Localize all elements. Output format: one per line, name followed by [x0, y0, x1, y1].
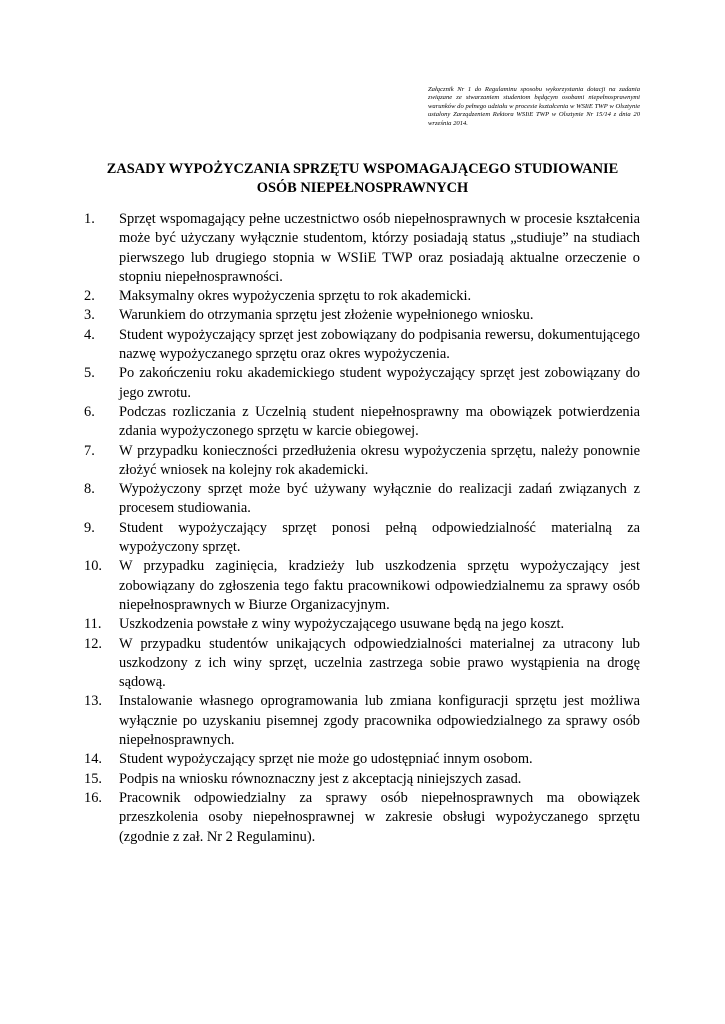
- rule-number: 7.: [84, 442, 95, 459]
- rule-number: 6.: [84, 403, 95, 420]
- rule-text: Uszkodzenia powstałe z winy wypożyczającego usuwane będą na jego koszt.: [119, 616, 565, 633]
- rule-item: [84, 615, 640, 634]
- rule-number: 3.: [84, 307, 95, 324]
- rule-number: 9.: [84, 519, 95, 536]
- rule-item: [84, 403, 640, 442]
- rule-item: [84, 210, 640, 287]
- rule-item: [84, 635, 640, 693]
- rule-item: [84, 287, 640, 306]
- rule-item: [84, 442, 640, 481]
- rule-item: [84, 750, 640, 769]
- rule-number: 16.: [84, 789, 102, 806]
- rule-number: 13.: [84, 693, 102, 710]
- rule-text: Student wypożyczający sprzęt jest zobowiązany do podpisania rewersu, dokumentującego nazwę wypożyczanego sprzętu oraz okres wypożyczenia.: [119, 326, 640, 363]
- rule-number: 15.: [84, 770, 102, 787]
- rule-text: Po zakończeniu roku akademickiego student wypożyczający sprzęt jest zobowiązany do jego zwrotu.: [119, 365, 640, 401]
- rule-text: Maksymalny okres wypożyczenia sprzętu to rok akademicki.: [119, 288, 472, 305]
- rule-item: [84, 480, 640, 519]
- title-line-1: ZASADY WYPOŻYCZANIA SPRZĘTU WSPOMAGAJĄCEGO STUDIOWANIE: [106, 161, 619, 177]
- rule-text: Podczas rozliczania z Uczelnią student niepełnosprawny ma obowiązek potwierdzenia zdania wypożyczonego sprzętu w karcie obiegowej.: [119, 403, 640, 440]
- rule-text: Warunkiem do otrzymania sprzętu jest złożenie wypełnionego wniosku.: [119, 307, 534, 324]
- rule-number: 1.: [84, 211, 95, 227]
- rule-text: Wypożyczony sprzęt może być używany wyłącznie do realizacji zadań związanych z procesem studiowania.: [119, 481, 640, 517]
- rule-number: 5.: [84, 365, 95, 382]
- rule-text: Pracownik odpowiedzialny za sprawy osób niepełnosprawnych ma obowiązek przeszkolenia osoby niepełnosprawnej w zakresie obsługi wypożyczanego sprzętu (zgodnie z zał. Nr 2 Regulaminu).: [119, 789, 640, 845]
- rule-item: [84, 557, 640, 615]
- rules-list: [84, 210, 640, 847]
- rule-text: Student wypożyczający sprzęt ponosi pełną odpowiedzialność materialną za wypożyczony sprzęt.: [119, 519, 640, 556]
- rule-text: W przypadku konieczności przedłużenia okresu wypożyczenia sprzętu, należy ponownie złożyć wniosek na kolejny rok akademicki.: [119, 442, 640, 478]
- document-title: [60, 160, 665, 198]
- rule-item: [84, 326, 640, 365]
- rule-number: 10.: [84, 558, 102, 575]
- rule-item: [84, 692, 640, 750]
- rule-item: [84, 364, 640, 403]
- rule-text: Student wypożyczający sprzęt nie może go udostępniać innym osobom.: [119, 751, 533, 768]
- rule-item: [84, 519, 640, 558]
- rule-text: W przypadku zaginięcia, kradzieży lub uszkodzenia sprzętu wypożyczający jest zobowiązany do zgłoszenia tego faktu pracownikowi odpowiedzialnemu za sprawy osób niepełnosprawnych w Biurze Organizacyjnym.: [119, 558, 640, 613]
- rule-number: 11.: [84, 616, 102, 633]
- annex-note: Załącznik Nr 1 do Regulaminu sposobu wykorzystania dotacji na zadania związane ze stwarzaniem studentom będącym osobami niepełnosprawnymi warunków do pełnego udziału w procesie kształcenia w WSIiE TWP w Olsztynie ustalony Zarządzeniem Rektora WSIiE TWP w Olsztynie Nr 15/14 z dnia 20 września 2014.: [428, 86, 640, 127]
- rule-item: [84, 789, 640, 847]
- rule-number: 2.: [84, 288, 95, 305]
- rule-text: Instalowanie własnego oprogramowania lub zmiana konfiguracji sprzętu jest możliwa wyłącznie po uzyskaniu pisemnej zgody pracownika odpowiedzialnego za sprawy osób niepełnosprawnych.: [119, 693, 640, 749]
- rule-text: Podpis na wniosku równoznaczny jest z akceptacją niniejszych zasad.: [119, 770, 522, 787]
- rule-text: W przypadku studentów unikających odpowiedzialności materialnej za utracony lub uszkodzony z ich winy sprzęt, uczelnia zastrzega sobie prawo wystąpienia na drogę sądową.: [119, 635, 640, 691]
- rule-text: Sprzęt wspomagający pełne uczestnictwo osób niepełnosprawnych w procesie kształcenia może być użyczany wyłącznie studentom, którzy posiadają status „studiuje” na studiach pierwszego lub drugiego stopnia w WSIiE TWP oraz posiadają aktualne orzeczenie o stopniu niepełnosprawności.: [119, 211, 640, 285]
- rule-number: 14.: [84, 751, 102, 768]
- rule-item: [84, 306, 640, 325]
- title-line-2: OSÓB NIEPEŁNOSPRAWNYCH: [256, 180, 469, 196]
- rule-number: 4.: [84, 326, 95, 343]
- rule-number: 12.: [84, 635, 102, 652]
- rule-item: [84, 770, 640, 789]
- rule-number: 8.: [84, 481, 95, 498]
